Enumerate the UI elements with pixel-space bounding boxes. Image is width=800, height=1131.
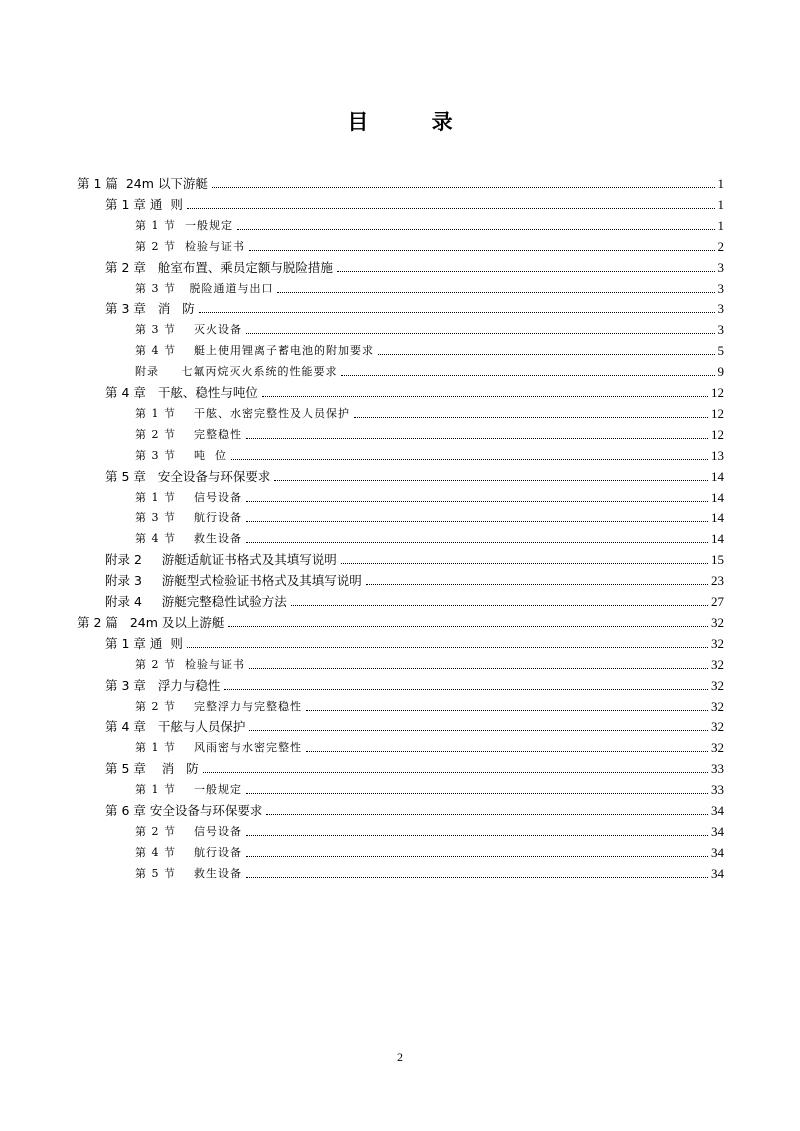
toc-entry-page: 3 xyxy=(717,301,724,317)
toc-dot-leader xyxy=(277,292,714,293)
toc-entry-page: 34 xyxy=(711,844,724,860)
toc-entry-page: 32 xyxy=(711,698,724,714)
toc-entry-label: 第 5 章 消 防 xyxy=(105,761,199,777)
toc-chapter-entry[interactable] xyxy=(0,799,724,819)
toc-entry-label: 第 1 节 干舷、水密完整性及人员保护 xyxy=(135,406,350,420)
toc-entry-label: 第 1 篇 24m 以下游艇 xyxy=(77,176,208,191)
toc-section-entry[interactable] xyxy=(0,862,724,882)
toc-entry-page: 34 xyxy=(711,865,724,881)
toc-section-entry[interactable] xyxy=(0,360,724,380)
toc-entry-label: 第 4 节 艇上使用锂离子蓄电池的附加要求 xyxy=(135,344,374,358)
toc-section-entry[interactable] xyxy=(0,820,724,840)
toc-chapter-entry[interactable] xyxy=(0,381,724,401)
toc-entry-label: 第 1 节 信号设备 xyxy=(135,490,242,504)
toc-entry-label: 第 1 章 通 则 xyxy=(105,635,183,651)
toc-entry-page: 12 xyxy=(711,405,724,421)
toc-section-entry[interactable] xyxy=(0,653,724,673)
toc-entry-label: 第 2 节 完整稳性 xyxy=(135,427,242,441)
toc-section-entry[interactable] xyxy=(0,402,724,422)
toc-dot-leader xyxy=(246,333,715,334)
toc-entry-page: 12 xyxy=(711,426,724,442)
toc-section-entry[interactable] xyxy=(0,695,724,715)
toc-section-entry[interactable] xyxy=(0,423,724,443)
toc-entry-page: 32 xyxy=(711,656,724,672)
toc-entry-label: 第 3 节 吨 位 xyxy=(135,448,227,462)
toc-entry-page: 15 xyxy=(711,552,724,568)
toc-chapter-entry[interactable] xyxy=(0,297,724,317)
toc-entry-page: 1 xyxy=(717,176,724,191)
toc-chapter-entry[interactable] xyxy=(0,548,724,568)
toc-chapter-entry[interactable] xyxy=(0,193,724,213)
toc-dot-leader xyxy=(262,396,708,397)
toc-entry-label: 第 3 章 消 防 xyxy=(105,301,195,317)
toc-dot-leader xyxy=(246,521,708,522)
toc-chapter-entry[interactable] xyxy=(0,715,724,735)
toc-entry-page: 13 xyxy=(711,447,724,463)
toc-entry-label: 第 2 篇 24m 及以上游艇 xyxy=(77,614,225,630)
toc-dot-leader xyxy=(337,271,715,272)
toc-entry-label: 第 2 章 舱室布置、乘员定额与脱险措施 xyxy=(105,259,333,275)
toc-section-entry[interactable] xyxy=(0,214,724,234)
page-number: 2 xyxy=(397,1050,403,1064)
toc-entry-label: 第 2 节 信号设备 xyxy=(135,824,242,838)
toc-entry-page: 32 xyxy=(711,740,724,756)
toc-entry-label: 第 4 章 干舷、稳性与吨位 xyxy=(105,385,258,400)
toc-entry-page: 2 xyxy=(717,238,724,254)
toc-entry-label: 第 4 章 干舷与人员保护 xyxy=(105,719,246,735)
toc-dot-leader xyxy=(187,647,708,648)
toc-entry-label: 附录 4 游艇完整稳性试验方法 xyxy=(105,594,287,609)
toc-entry-page: 32 xyxy=(711,719,724,735)
toc-entry-label: 第 4 节 救生设备 xyxy=(135,532,242,546)
toc-entry-page: 14 xyxy=(711,510,724,526)
toc-entry-page: 3 xyxy=(717,280,724,296)
toc-section-entry[interactable] xyxy=(0,235,724,255)
toc-entry-label: 第 1 节 一般规定 xyxy=(135,218,233,232)
toc-section-entry[interactable] xyxy=(0,778,724,798)
toc-entry-label: 第 5 节 救生设备 xyxy=(135,866,242,880)
toc-title: 目 录 xyxy=(347,110,481,134)
toc-dot-leader xyxy=(203,772,708,773)
toc-dot-leader xyxy=(237,229,715,230)
toc-chapter-entry[interactable] xyxy=(0,590,724,610)
toc-entry-label: 第 3 节 脱险通道与出口 xyxy=(135,281,274,295)
toc-entry-page: 1 xyxy=(717,196,724,212)
toc-entry-page: 14 xyxy=(711,489,724,505)
toc-entry-page: 12 xyxy=(711,385,724,400)
toc-entry-label: 第 2 节 检验与证书 xyxy=(135,657,245,671)
toc-dot-leader xyxy=(249,668,708,669)
toc-entry-page: 32 xyxy=(711,677,724,693)
toc-entry-page: 32 xyxy=(711,614,724,630)
toc-entry-label: 第 3 节 灭火设备 xyxy=(135,323,242,337)
toc-dot-leader xyxy=(246,856,708,857)
toc-section-entry[interactable] xyxy=(0,841,724,861)
toc-entry-page: 14 xyxy=(711,531,724,547)
toc-section-entry[interactable] xyxy=(0,506,724,526)
toc-dot-leader xyxy=(246,501,708,502)
toc-dot-leader xyxy=(341,563,708,564)
toc-dot-leader xyxy=(246,793,708,794)
toc-section-entry[interactable] xyxy=(0,527,724,547)
toc-chapter-entry[interactable] xyxy=(0,569,724,589)
toc-entry-page: 34 xyxy=(711,803,724,818)
toc-section-entry[interactable] xyxy=(0,444,724,464)
toc-dot-leader xyxy=(231,459,708,460)
toc-section-entry[interactable] xyxy=(0,339,724,359)
toc-dot-leader xyxy=(212,187,715,188)
toc-section-entry[interactable] xyxy=(0,486,724,506)
toc-dot-leader xyxy=(187,208,715,209)
toc-section-entry[interactable] xyxy=(0,318,724,338)
toc-dot-leader xyxy=(199,312,715,313)
toc-dot-leader xyxy=(224,689,708,690)
toc-entry-page: 27 xyxy=(711,594,724,609)
toc-entry-page: 32 xyxy=(711,635,724,651)
toc-entry-label: 第 2 节 检验与证书 xyxy=(135,239,245,253)
toc-entry-label: 第 3 章 浮力与稳性 xyxy=(105,677,221,693)
toc-entry-label: 第 2 节 完整浮力与完整稳性 xyxy=(135,699,302,713)
toc-entry-page: 33 xyxy=(711,782,724,798)
toc-part-entry[interactable] xyxy=(0,611,724,631)
toc-dot-leader xyxy=(249,730,708,731)
toc-entry-page: 1 xyxy=(717,217,724,233)
toc-part-entry[interactable] xyxy=(0,172,724,192)
toc-chapter-entry[interactable] xyxy=(0,465,724,485)
toc-dot-leader xyxy=(378,354,715,355)
toc-entry-label: 第 1 节 风雨密与水密完整性 xyxy=(135,741,302,755)
toc-entry-label: 第 3 节 航行设备 xyxy=(135,511,242,525)
toc-entry-page: 3 xyxy=(717,259,724,275)
toc-dot-leader xyxy=(366,584,708,585)
toc-section-entry[interactable] xyxy=(0,736,724,756)
toc-entry-page: 23 xyxy=(711,573,724,589)
toc-entry-label: 第 4 节 航行设备 xyxy=(135,845,242,859)
toc-entry-page: 14 xyxy=(711,468,724,484)
toc-dot-leader xyxy=(306,710,708,711)
toc-dot-leader xyxy=(246,542,708,543)
toc-dot-leader xyxy=(354,417,708,418)
toc-entry-page: 33 xyxy=(711,761,724,777)
toc-dot-leader xyxy=(274,480,708,481)
toc-chapter-entry[interactable] xyxy=(0,256,724,276)
toc-dot-leader xyxy=(246,835,708,836)
toc-entry-label: 第 5 章 安全设备与环保要求 xyxy=(105,468,271,484)
toc-entry-label: 附录 2 游艇适航证书格式及其填写说明 xyxy=(105,552,337,568)
toc-entry-label: 附录 七氟丙烷灭火系统的性能要求 xyxy=(135,365,338,379)
toc-dot-leader xyxy=(341,375,714,376)
toc-dot-leader xyxy=(228,626,708,627)
toc-dot-leader xyxy=(291,605,708,606)
toc-entry-page: 9 xyxy=(717,364,724,380)
toc-entry-page: 5 xyxy=(717,343,724,359)
toc-dot-leader xyxy=(249,250,715,251)
toc-chapter-entry[interactable] xyxy=(0,632,724,652)
toc-dot-leader xyxy=(306,751,708,752)
toc-entry-page: 34 xyxy=(711,823,724,839)
toc-entry-label: 附录 3 游艇型式检验证书格式及其填写说明 xyxy=(105,573,362,589)
toc-chapter-entry[interactable] xyxy=(0,674,724,694)
toc-entry-label: 第 1 节 一般规定 xyxy=(135,783,242,797)
toc-entry-label: 第 6 章 安全设备与环保要求 xyxy=(105,803,263,818)
toc-entry-label: 第 1 章 通 则 xyxy=(105,196,183,212)
toc-entry-page: 3 xyxy=(717,322,724,338)
toc-dot-leader xyxy=(246,877,708,878)
toc-chapter-entry[interactable] xyxy=(0,757,724,777)
toc-dot-leader xyxy=(246,438,708,439)
toc-dot-leader xyxy=(266,814,708,815)
toc-section-entry[interactable] xyxy=(0,277,724,297)
